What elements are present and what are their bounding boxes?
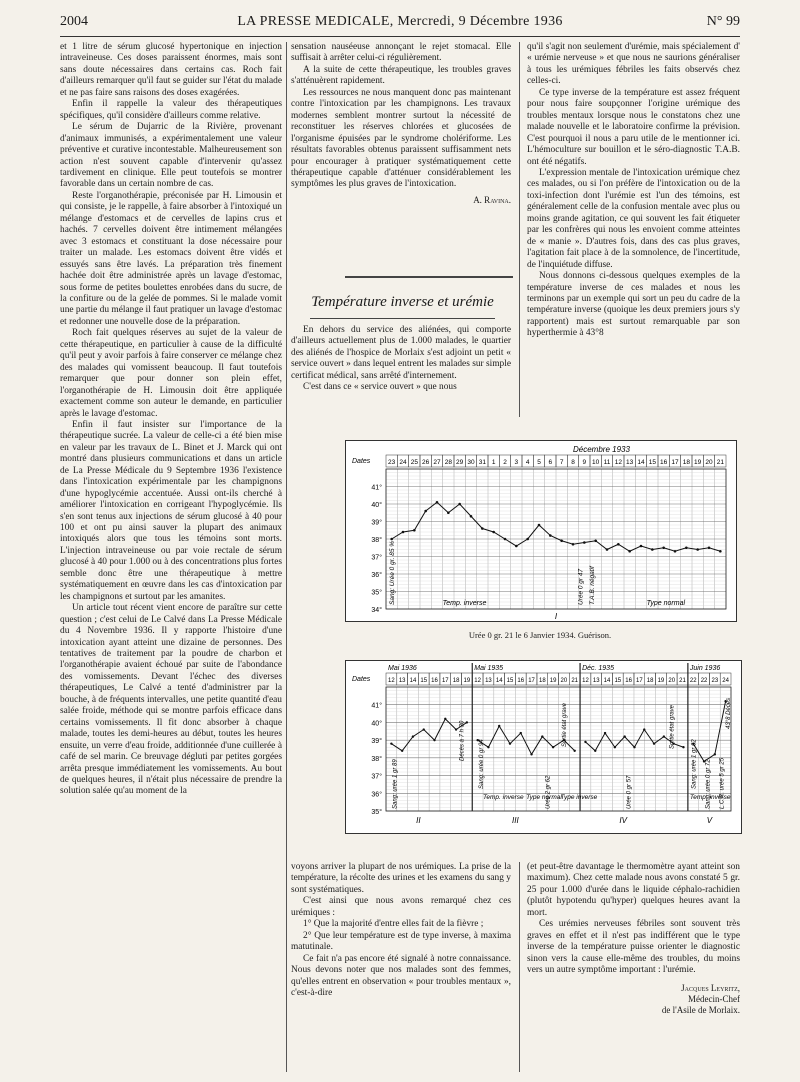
temperature-point: [604, 732, 606, 734]
date-label: 1: [491, 459, 496, 466]
date-label: 15: [648, 459, 656, 466]
temperature-point: [583, 541, 586, 544]
temperature-point: [413, 529, 416, 532]
y-tick-label: 36°: [371, 791, 382, 799]
temperature-point: [628, 550, 631, 553]
date-label: 16: [517, 678, 525, 684]
figure-label: V: [706, 816, 713, 825]
temperature-point: [538, 524, 541, 527]
temperature-point: [653, 742, 655, 744]
date-label: 17: [528, 678, 535, 684]
temperature-point: [584, 741, 586, 743]
annotation-blood-urea: Sang: Urée 0 gr. 85 %: [389, 540, 396, 605]
chart-ylabel: Dates: [352, 458, 371, 465]
temperature-point: [643, 728, 645, 730]
annotation-death-v: 43°8 Décès: [725, 697, 732, 729]
y-tick-label: 37°: [371, 773, 382, 781]
article-title: Température inverse et urémie: [311, 294, 494, 310]
y-tick-label: 41°: [371, 702, 382, 710]
date-label: 18: [682, 459, 690, 466]
paragraph: C'est ainsi que nous avons remarqué chez ces urémiques :: [291, 896, 511, 918]
temperature-point: [444, 718, 446, 720]
y-tick-label: 40°: [371, 720, 382, 728]
article-end-rule: [345, 276, 513, 278]
paragraph: qu'il s'agit non seulement d'urémie, mais spécialement d' « urémie nerveuse » et que nous ne saurions généraliser à tous les urémiques fébriles les faits observés chez celles-ci.: [527, 42, 740, 87]
column-2-bottom: [291, 862, 511, 1072]
annotation-exit-iii: Sortie état grave: [561, 702, 568, 747]
date-label: 19: [463, 678, 471, 684]
temperature-point: [412, 735, 414, 737]
signature-title: Médecin-Chef: [688, 993, 740, 1004]
y-tick-label: 36°: [371, 572, 382, 579]
column-2-intro: [291, 325, 511, 394]
date-label: 24: [722, 678, 729, 684]
y-tick-label: 35°: [371, 809, 382, 816]
date-label: 18: [538, 678, 546, 684]
temperature-point: [560, 539, 563, 542]
paragraph: et 1 litre de sérum glucosé hypertonique en injection intraveineuse. Ces doses paraissent énormes, mais sont sans doute nécessaires dans certains cas. Roch fait d'ailleurs remarquer qu'il faut se guider sur l'état du malade et ne pas faire sans raisons des doses exagérées.: [60, 42, 282, 98]
figure-label: I: [554, 612, 558, 621]
temperature-point: [481, 527, 484, 530]
date-label: 28: [444, 459, 452, 466]
temperature-point: [515, 545, 518, 548]
date-label: 14: [495, 678, 503, 684]
date-label: 29: [456, 459, 464, 466]
signature-name: Jacques Leyritz,: [681, 982, 740, 993]
annotation-tab: T.A.B. négatif: [589, 566, 596, 605]
date-label: 16: [431, 678, 438, 684]
date-label: 10: [592, 459, 600, 466]
annotation-urea-iii-b: Urée 2 gr 62: [545, 775, 552, 809]
column-3-bottom: [527, 862, 740, 1072]
paragraph: Enfin il rappelle la valeur des thérapeutiques spécifiques, qu'il considère d'ailleurs comme relative.: [60, 99, 282, 121]
temperature-point: [541, 735, 543, 737]
date-label: 3: [514, 459, 519, 466]
temperature-point: [594, 539, 597, 542]
date-label: 12: [388, 678, 395, 684]
paragraph: Ce fait n'a pas encore été signalé à notre connaissance. Nous devons noter que nos malades sont des femmes, qu'elles entrent en observation « pour troubles mentaux », c'est-à-dire: [291, 953, 511, 998]
paragraph: voyons arriver la plupart de nos urémiques. La prise de la température, la récolte des urines et les examens du sang y sont systématiques.: [291, 862, 511, 895]
temperature-point: [674, 550, 677, 553]
temperature-point: [487, 746, 489, 748]
figure-label: IV: [619, 816, 627, 825]
temperature-point: [573, 750, 575, 752]
paragraph: Enfin il faut insister sur l'importance de la thérapeutique sucrée. La valeur de celle-ci a été bien mise en valeur par les travaux de L. Binet et J. Marck qui ont montré dans plusieurs communications et dans un article de La Presse Médicale du 9 Septembre 1936 l'existence dans l'intoxication expérimentale par les champignons d'une hypoglycémie accentuée. Aussi ont-ils cherché à améliorer l'intoxication en corrigeant l'hypoglycémie. Ils s'en sont tenus aux injections de sérum glucosé à 40 pour 100 et ont pu ainsi sauver la plupart des animaux intoxiqués alors que tous les témoins sont morts. L'injection intraveineuse ou par voie rectale de sérum glucosé à 40 pour 1.000 ou à des concentrations plus fortes semble donc être une thérapeutique à mettre systématiquement en œuvre dans les cas d'intoxication par les champignons et surtout par les amanites.: [60, 419, 282, 602]
annotation-urea-iv: Urée 0 gr 57: [626, 775, 633, 809]
temperature-point: [696, 548, 699, 551]
temperature-point: [614, 746, 616, 748]
date-label: 21: [716, 459, 724, 466]
date-label: 19: [694, 459, 702, 466]
temperature-point: [606, 548, 609, 551]
date-label: 23: [388, 459, 396, 466]
y-tick-label: 38°: [371, 755, 382, 763]
date-label: 14: [603, 678, 611, 684]
column-separator: [519, 862, 520, 1072]
segment-title: Mai 1935: [474, 665, 504, 672]
annotation-urea-v-b: Sang: urée 0 gr 72: [705, 759, 712, 809]
date-label: 27: [433, 459, 441, 466]
annotation-urea-iii: Sang: urée 0 gr 94: [478, 739, 485, 789]
temperature-point: [714, 753, 716, 755]
annotation-death-ii: Décès à 7 h 30: [459, 720, 466, 761]
date-label: 4: [525, 459, 530, 466]
date-label: 17: [671, 459, 679, 466]
temperature-point: [520, 732, 522, 734]
paragraph: Ces urémies nerveuses fébriles sont souvent très graves en effet et il n'est pas indifférent que le type inverse de la température puisse orienter le diagnostic sinon vers la cause elle-même des troubles, du moins vers un autre symptôme important : l'urémie.: [527, 919, 740, 976]
paragraph: Reste l'organothérapie, préconisée par H. Limousin et qui consiste, je le rappelle, à faire absorber à l'intoxiqué un mélange d'estomacs et de cervelles de lapins crus et hachés. 7 cervelles doivent être intimement mélangées avec 3 estomacs et constituant la dose nécessaire pour traiter un malade. Les estomacs doivent être vidés et essuyés sans être lavés. La préparation très finement hachée doit être administrée après un lavage d'estomac, sous forme de petites boulettes enrobées dans du sucre, de la confiture ou de la gelée de pommes. Si le malade vomit une partie du mélange il faut pratiquer un lavage d'estomac et redonner une nouvelle dose de la préparation.: [60, 190, 282, 327]
paragraph: L'expression mentale de l'intoxication urémique chez ces malades, ou si l'on préfère de l'intoxication ou de la toxi-infection dont l'urémie est l'un des témoins, est généralement celle de la confusion mentale avec plus ou moins grande agitation, ce qui souvent les fait étiqueter par les confrères qui nous les envoient comme atteintes de « manie ». D'autres fois, dans des cas plus graves, l'agitation fait place à de la somnolence, de l'incertitude, de l'inquiétude diffuse.: [527, 167, 740, 270]
paragraph: A la suite de cette thérapeutique, les troubles graves s'atténuèrent rapidement.: [291, 64, 511, 87]
temperature-point: [708, 546, 711, 549]
temperature-point: [682, 746, 684, 748]
y-tick-label: 39°: [371, 738, 382, 746]
segment-title: Juin 1936: [689, 665, 721, 672]
temperature-point: [633, 746, 635, 748]
column-1: [60, 42, 282, 1072]
date-label: 19: [549, 678, 557, 684]
date-label: 9: [582, 459, 587, 466]
paragraph: 2° Que leur température est de type inverse, à maxima matutinale.: [291, 930, 511, 953]
annotation-urea-ii: Sang: urée 1 gr 89: [392, 759, 399, 809]
temperature-point: [436, 501, 439, 504]
paragraph: Un article tout récent vient encore de paraître sur cette question ; c'est celui de Le Calvé dans La Presse Médicale du 4 Novembre 1936. Il y rapporte l'histoire d'une intoxication ayant atteint une dizaine de personnes. Des tentatives de traitement par la poudre de charbon et l'organothérapie avaient échoué par suite de l'abondance des vomissements. Devant l'échec des diverses thérapeutiques, Le Calvé a tenté d'administrer par la bouche, à de fréquents intervalles, une petite quantité d'eau salée froide, méthode qui se montre parfois efficace dans certains vomissements. Il fit donc absorber à chaque malade, toutes les demi-heures au début, toutes les heures ensuite, un verre d'eau froide, additionnée d'une cuillerée à café de sel marin. Ce breuvage dégluti par petites gorgées arrêta presque immédiatement les vomissements. Au bout de quelques heures, il n'était plus nécessaire de prendre la solution salée qu'au moment de la: [60, 603, 282, 797]
date-label: 25: [410, 459, 418, 466]
paragraph: En dehors du service des aliénées, qui comporte d'ailleurs actuellement plus de 1.000 malades, le quartier des aliénés de l'hospice de Morlaix s'est adjoint un petit « service ouvert » dans lequel entrent les malades sur simple certificat médical, sans arrêté d'internement.: [291, 325, 511, 381]
date-label: 18: [452, 678, 460, 684]
date-label: 30: [467, 459, 475, 466]
date-label: 24: [399, 459, 407, 466]
date-label: 31: [478, 459, 486, 466]
temperature-point: [617, 543, 620, 546]
temperature-point: [651, 548, 654, 551]
author-signature: A. Ravina.: [473, 194, 511, 205]
y-tick-label: 39°: [371, 519, 382, 527]
date-label: 22: [700, 678, 708, 684]
temperature-point: [530, 753, 532, 755]
paragraph: Ce type inverse de la température est assez fréquent pour nous faire soupçonner l'origine urémique des troubles mentaux lorsque nous le constatons chez une malade nouvelle et le laboratoire confirme la prévision. C'est pourquoi il nous a paru utile de le mentionner ici. L'hémoculture sur bouillon et le séro-diagnostic T.A.B. ont été négatifs.: [527, 87, 740, 167]
annotation-urea-v: Sang: urée 1 gr 62: [691, 739, 698, 789]
temperature-point: [509, 742, 511, 744]
date-label: 12: [614, 459, 622, 466]
date-label: 15: [614, 678, 622, 684]
figure-label: II: [416, 816, 421, 825]
date-label: 13: [592, 678, 600, 684]
temperature-point: [552, 746, 554, 748]
temperature-point: [447, 511, 450, 514]
date-label: 2: [503, 459, 507, 466]
date-label: 17: [441, 678, 449, 684]
date-label: 13: [626, 459, 634, 466]
column-separator: [519, 42, 520, 417]
segment-title: Mai 1936: [388, 665, 417, 672]
paragraph: Nous donnons ci-dessous quelques exemples de la température inverse de ces malades et nous les terminons par un exemple qui sort un peu du cadre de la température inverse (quoique les deux premiers jours s'y rapportent) mais est surtout remarquable par son hyperthermie à 43°8: [527, 271, 740, 339]
signature-institution: de l'Asile de Morlaix.: [661, 1004, 740, 1015]
paragraph: Le sérum de Dujarric de la Rivière, provenant d'animaux immunisés, a expérimentalement une valeur préventive et curative incontestable. Malheureusement son action n'est souvent capable d'intervenir qu'assez tardivement en clinique. Elle peut toutefois se montrer favorable dans un certain nombre de cas.: [60, 122, 282, 190]
chart-ylabel: Dates: [352, 676, 371, 683]
y-tick-label: 37°: [371, 554, 382, 562]
chart-title: Décembre 1933: [573, 445, 630, 454]
date-label: 15: [506, 678, 514, 684]
date-label: 18: [646, 678, 654, 684]
annotation-type-normal: Type normal: [646, 600, 686, 607]
date-label: 21: [571, 678, 579, 684]
temperature-point: [402, 531, 405, 534]
temperature-point: [549, 534, 552, 537]
date-label: 11: [603, 459, 611, 466]
masthead: LA PRESSE MEDICALE, Mercredi, 9 Décembre 1936: [237, 14, 563, 29]
y-tick-label: 40°: [371, 502, 382, 509]
chart-1-svg: [346, 441, 736, 621]
date-label: 22: [689, 678, 697, 684]
y-tick-label: 35°: [371, 589, 382, 597]
temperature-point: [572, 543, 575, 546]
column-2-top: [291, 42, 511, 277]
temperature-point: [470, 515, 473, 518]
date-label: 5: [537, 459, 541, 466]
temperature-point: [390, 742, 392, 744]
page-number: 2004: [60, 14, 88, 29]
temperature-point: [594, 750, 596, 752]
annotation-exit-iv: Sortie état grave: [669, 704, 676, 749]
temperature-point: [466, 721, 468, 723]
column-separator: [286, 42, 287, 1072]
date-label: 12: [582, 678, 589, 684]
title-rule: [310, 318, 495, 319]
paragraph: Roch fait quelques réserves au sujet de la valeur de cette thérapeutique, en particulier à cause de la difficulté qu'il peut y avoir parfois à faire conserver ce mélange chez des malades qui vomissent beaucoup. Il faut toutefois remarquer que pour donner son plein effet, l'organothérapie de H. Limousin doit être appliquée exactement comme son auteur le demande, en particulier après le lavage d'estomac.: [60, 328, 282, 419]
date-label: 17: [636, 678, 643, 684]
y-tick-label: 41°: [371, 484, 382, 492]
date-label: 15: [420, 678, 428, 684]
date-label: 20: [560, 678, 568, 684]
date-label: 12: [474, 678, 481, 684]
temperature-point: [401, 750, 403, 752]
paragraph: Les ressources ne nous manquent donc pas maintenant contre l'intoxication par les champignons. Les travaux modernes semblent montrer surtout la nécessité de reconstituer les réserves chlorées et glucosées de l'organisme épuisées par le syndrome cholériforme. Les résultats favorables obtenus paraissent suffisamment nets pour encourager à pratiquer systématiquement cette thérapeutique capable d'atténuer considérablement les symptômes les plus graves de l'intoxication.: [291, 87, 511, 190]
annotation-type-inverse-iii: Type inverse: [560, 794, 598, 801]
date-label: 6: [548, 459, 553, 466]
date-label: 14: [409, 678, 417, 684]
paragraph: sensation nauséeuse annonçant le rejet stomacal. Elle suffisait à arrêter celui-ci régulièrement.: [291, 42, 511, 64]
temperature-point: [526, 538, 529, 541]
date-label: 26: [422, 459, 430, 466]
date-label: 16: [625, 678, 632, 684]
y-tick-label: 34°: [371, 607, 382, 614]
paragraph: 1° Que la majorité d'entre elles fait de la fièvre ;: [303, 919, 484, 930]
annotation-temp-inverse-iii: Temp. inverse: [483, 794, 524, 801]
date-label: 7: [559, 459, 564, 466]
figure-label: III: [512, 816, 519, 825]
chart-1-caption: Urée 0 gr. 21 le 6 Janvier 1934. Guérison.: [468, 630, 612, 640]
temperature-point: [424, 510, 427, 513]
paragraph: (et peut-être davantage le thermomètre ayant atteint son maximum). Chez cette malade nous avons constaté 5 gr. 25 pour 1.000 d'urée dans le liquide céphalo-rachidien (plutôt hypotendu qu'hyper) quelques heures avant la mort.: [527, 862, 740, 918]
column-3-top: [527, 42, 740, 417]
temperature-chart-1: [345, 440, 737, 622]
date-label: 21: [679, 678, 686, 684]
date-label: 23: [711, 678, 719, 684]
temperature-point: [458, 503, 461, 506]
annotation-temp-inverse-v: Temp. inverse: [689, 794, 731, 801]
date-label: 8: [571, 459, 575, 466]
date-label: 14: [637, 459, 645, 466]
temperature-point: [498, 725, 500, 727]
temperature-point: [623, 735, 625, 737]
issue-number: N° 99: [706, 14, 740, 29]
temperature-point: [662, 546, 665, 549]
y-tick-label: 38°: [371, 537, 382, 544]
paragraph: C'est dans ce « service ouvert » que nous: [303, 382, 457, 393]
annotation-lcr-v: L.C.R. urée 5 gr 25: [719, 757, 726, 809]
temperature-point: [719, 550, 722, 553]
annotation-urea: Urée 0 gr 47: [577, 568, 585, 605]
temperature-point: [433, 739, 435, 741]
date-label: 13: [485, 678, 492, 684]
segment-title: Déc. 1935: [582, 665, 614, 672]
temperature-point: [685, 546, 688, 549]
temperature-point: [663, 735, 665, 737]
temperature-point: [423, 728, 425, 730]
date-label: 13: [398, 678, 406, 684]
temperature-point: [492, 531, 495, 534]
temperature-point: [640, 545, 643, 548]
header-rule: [60, 36, 740, 37]
date-label: 16: [660, 459, 668, 466]
annotation-temp-inverse: Temp. inverse: [442, 600, 487, 607]
date-label: 20: [668, 678, 676, 684]
temperature-chart-2: [345, 660, 742, 834]
temperature-point: [390, 538, 393, 541]
annotation-type-normal-iii: Type normal: [526, 794, 562, 801]
temperature-point: [504, 538, 507, 541]
chart-2-svg: [346, 661, 741, 833]
temperature-point: [455, 728, 457, 730]
date-label: 19: [657, 678, 665, 684]
date-label: 20: [705, 459, 713, 466]
